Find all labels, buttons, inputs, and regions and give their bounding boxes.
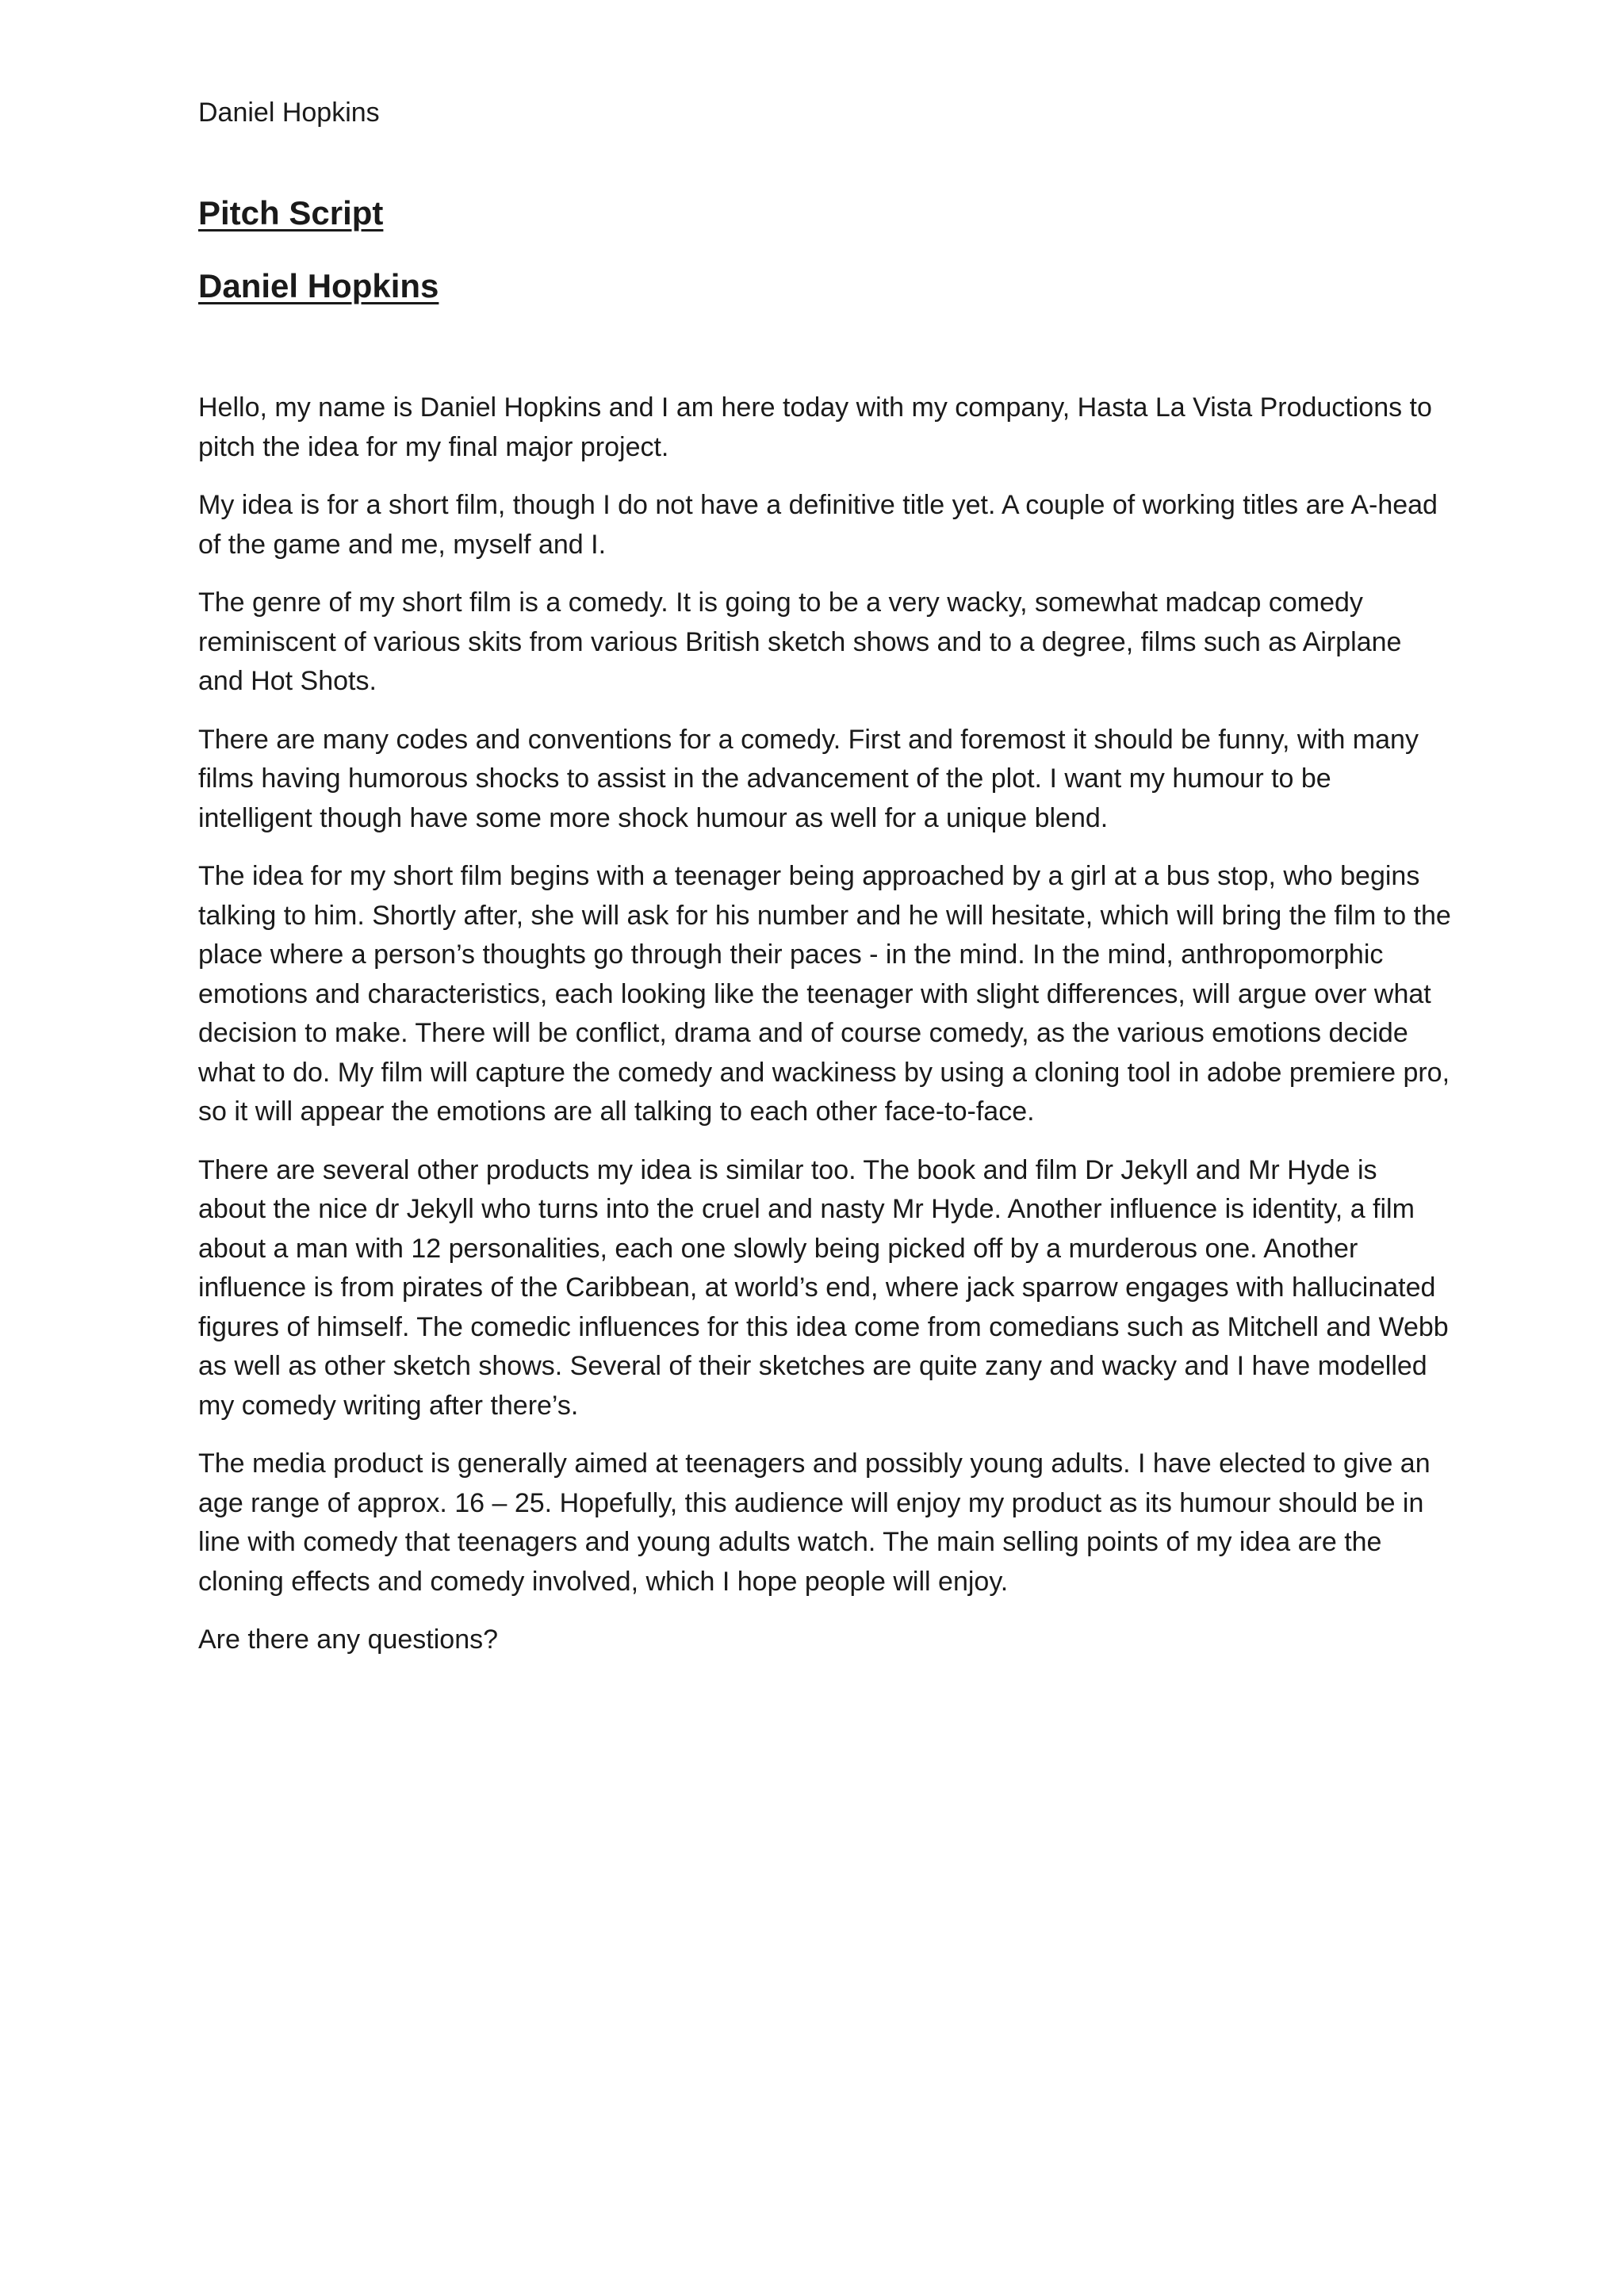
document-title: Pitch Script xyxy=(198,194,384,232)
paragraph-audience: The media product is generally aimed at teenagers and possibly young adults. I have elected to give an age range of approx. 16 – 25. Hopefully, this audience will enjoy my product as its humour should be in line with comedy that teenagers and young adults watch. The main selling points of my idea are the cloning effects and comedy involved, which I hope people will enjoy. xyxy=(198,1448,1431,1597)
paragraph-conventions: There are many codes and conventions for a comedy. First and foremost it should be funny, with many films having humorous shocks to assist in the advancement of the plot. I want my humour to be intelligent though have some more shock humour as well for a unique blend. xyxy=(198,724,1419,833)
paragraph-influences: There are several other products my idea is similar too. The book and film Dr Jekyll and Mr Hyde is about the nice dr Jekyll who turns into the cruel and nasty Mr Hyde. Another influence is identity, a film about a man with 12 personalities, each one slowly being picked off by a murderous one. Another influence is from pirates of the Caribbean, at world’s end, where jack sparrow engages with hallucinated figures of himself. The comedic influences for this idea come from comedians such as Mitchell and Webb as well as other sketch shows. Several of their sketches are quite zany and wacky and I have modelled my comedy writing after there’s. xyxy=(198,1154,1449,1421)
paragraph-intro: Hello, my name is Daniel Hopkins and I am here today with my company, Hasta La Vista Productions to pitch the idea for my final major project. xyxy=(198,392,1432,462)
paragraph-idea: My idea is for a short film, though I do not have a definitive title yet. A couple of working titles are A-head of the game and me, myself and I. xyxy=(198,490,1438,560)
paragraph-plot: The idea for my short film begins with a teenager being approached by a girl at a bus stop, who begins talking to him. Shortly after, she will ask for his number and he will hesitate, which will bring the film to the place where a person’s thoughts go through their paces - in the mind. In the mind, anthropomorphic emotions and characteristics, each looking like the teenager with slight differences, will argue over what decision to make. There will be conflict, drama and of course comedy, as the various emotions decide what to do. My film will capture the comedy and wackiness by using a cloning tool in adobe premiere pro, so it will appear the emotions are all talking to each other face-to-face. xyxy=(198,861,1451,1127)
paragraph-questions: Are there any questions? xyxy=(198,1624,499,1655)
header-author-name: Daniel Hopkins xyxy=(198,98,380,128)
page-content xyxy=(198,94,1451,1679)
paragraph-genre: The genre of my short film is a comedy. It is going to be a very wacky, somewhat madcap comedy reminiscent of various skits from various British sketch shows and to a degree, films such as Airplane and Hot Shots. xyxy=(198,587,1402,696)
document-author-heading: Daniel Hopkins xyxy=(198,267,439,304)
body-text xyxy=(198,388,1451,1660)
